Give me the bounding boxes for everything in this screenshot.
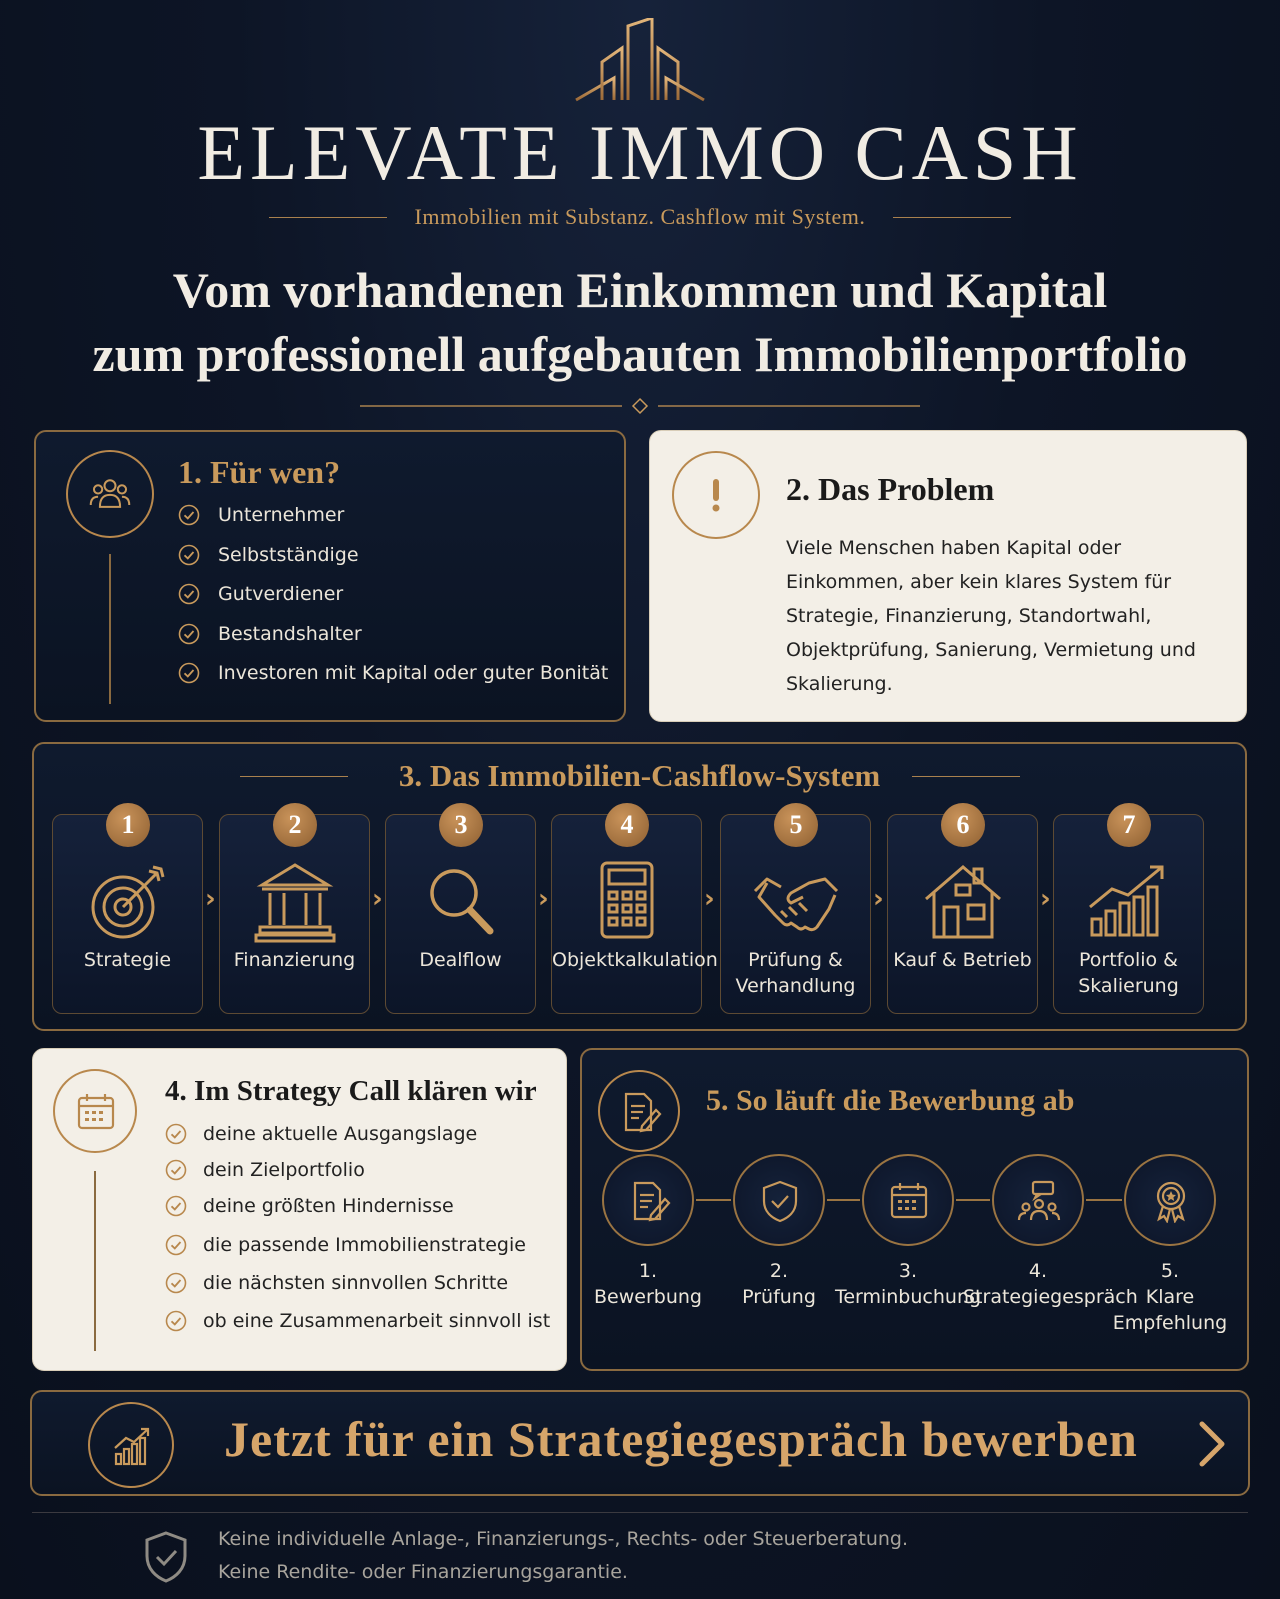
tagline: Immobilien mit Substanz. Cashflow mit System. xyxy=(414,204,866,229)
chevron-right-icon: › xyxy=(704,884,715,914)
process-step-number: 2. xyxy=(769,1260,789,1282)
process-connector xyxy=(956,1199,990,1201)
process-connector xyxy=(696,1199,731,1201)
target-group-item xyxy=(178,619,362,649)
step-label: Portfolio & Skalierung xyxy=(1078,949,1179,997)
target-group-item xyxy=(178,579,343,609)
strategy-call-item xyxy=(165,1268,508,1298)
target-group-label: Investoren mit Kapital oder guter Bonität xyxy=(218,662,609,684)
process-step-label xyxy=(573,1258,723,1310)
shield-check-icon xyxy=(733,1154,825,1246)
step-number-badge: 4 xyxy=(605,803,649,847)
growth-chart-icon xyxy=(88,1402,174,1488)
system-step-card xyxy=(219,810,370,1014)
process-step-name: Strategiegespräch xyxy=(963,1286,1138,1308)
check-circle-icon xyxy=(178,583,200,605)
section1-title: 1. Für wen? xyxy=(178,454,341,490)
step-label: Strategie xyxy=(83,949,172,971)
calendar-icon xyxy=(862,1154,954,1246)
people-chat-icon xyxy=(992,1154,1084,1246)
section-cashflow-system xyxy=(32,742,1247,1031)
process-step-number: 1. xyxy=(638,1260,658,1282)
target-group-item xyxy=(178,658,608,688)
check-circle-icon xyxy=(165,1195,187,1217)
system-step-card xyxy=(720,810,871,1014)
chevron-right-icon: › xyxy=(873,884,884,914)
section-strategy-call xyxy=(32,1048,567,1371)
process-step-name: Terminbuchung xyxy=(834,1286,982,1308)
section5-title: 5. So läuft die Bewerbung ab xyxy=(706,1084,1075,1117)
people-icon xyxy=(66,450,154,538)
chevron-right-icon: › xyxy=(538,884,549,914)
strategy-call-label: dein Zielportfolio xyxy=(203,1159,365,1181)
step-label: Dealflow xyxy=(419,949,502,971)
step-label: Kauf & Betrieb xyxy=(893,949,1032,971)
target-group-label: Unternehmer xyxy=(218,504,345,526)
target-group-label: Gutverdiener xyxy=(218,583,344,605)
apply-cta-button[interactable] xyxy=(30,1390,1250,1496)
check-circle-icon xyxy=(165,1272,187,1294)
check-circle-icon xyxy=(178,623,200,645)
check-circle-icon xyxy=(165,1123,187,1145)
disclaimer-line-1: Keine individuelle Anlage-, Finanzierungs-, Rechts- oder Steuerberatung. xyxy=(218,1528,909,1550)
step-number-badge: 7 xyxy=(1107,803,1151,847)
process-step-number: 5. xyxy=(1160,1260,1180,1282)
exclamation-icon xyxy=(672,451,760,539)
headline-line-1: Vom vorhandenen Einkommen und Kapital xyxy=(172,262,1108,318)
system-step-card xyxy=(551,810,718,1014)
step-number-badge: 5 xyxy=(774,803,818,847)
section2-title: 2. Das Problem xyxy=(786,471,995,507)
chevron-right-icon xyxy=(1192,1418,1232,1470)
step-number-badge: 1 xyxy=(106,803,150,847)
section4-rule xyxy=(94,1171,96,1351)
process-step-label xyxy=(1095,1258,1245,1336)
brand-name: ELEVATE IMMO CASH xyxy=(197,109,1083,196)
check-circle-icon xyxy=(165,1159,187,1181)
process-step-name: Klare Empfehlung xyxy=(1112,1286,1228,1334)
strategy-call-label: die passende Immobilienstrategie xyxy=(203,1234,526,1256)
building-logo-icon xyxy=(574,18,706,104)
system-step-card xyxy=(52,810,203,1014)
section3-title: 3. Das Immobilien-Cashflow-System xyxy=(398,758,881,793)
chevron-right-icon: › xyxy=(372,884,383,914)
check-circle-icon xyxy=(165,1234,187,1256)
shield-check-icon xyxy=(143,1530,189,1584)
strategy-call-item xyxy=(165,1155,365,1185)
system-step-card xyxy=(887,810,1038,1014)
strategy-call-label: ob eine Zusammenarbeit sinnvoll ist xyxy=(203,1310,551,1332)
house-icon xyxy=(918,857,1008,947)
strategy-call-item xyxy=(165,1119,477,1149)
step-label: Objektkalkulation xyxy=(552,949,718,971)
check-circle-icon xyxy=(165,1310,187,1332)
document-pen-icon xyxy=(598,1070,680,1152)
target-group-label: Bestandshalter xyxy=(218,623,362,645)
step-number-badge: 3 xyxy=(439,803,483,847)
problem-text: Viele Menschen haben Kapital oder Einkommen, aber kein klares System für Strategie, Finanzierung, Standortwahl, Objektprüfung, Sanierung, Vermietung und Skalierung. xyxy=(786,537,1196,695)
step-label: Finanzierung xyxy=(233,949,356,971)
chevron-right-icon: › xyxy=(1040,884,1051,914)
process-step-number: 4. xyxy=(1028,1260,1048,1282)
section-problem xyxy=(649,430,1247,722)
headline-line-2: zum professionell aufgebauten Immobilienportfolio xyxy=(92,326,1188,382)
handshake-icon xyxy=(751,857,841,947)
step-number-badge: 2 xyxy=(273,803,317,847)
process-step-name: Bewerbung xyxy=(594,1286,702,1308)
section1-rule xyxy=(109,554,111,704)
process-connector xyxy=(827,1199,860,1201)
footer-divider xyxy=(32,1512,1248,1513)
strategy-call-label: die nächsten sinnvollen Schritte xyxy=(203,1272,509,1294)
target-icon xyxy=(83,857,173,947)
strategy-call-item xyxy=(165,1230,526,1260)
section-application-process xyxy=(580,1048,1249,1371)
target-group-item xyxy=(178,500,344,530)
check-circle-icon xyxy=(178,662,200,684)
growth-chart-icon xyxy=(1084,857,1174,947)
strategy-call-item xyxy=(165,1191,454,1221)
process-connector xyxy=(1086,1199,1122,1201)
step-label: Prüfung & Verhandlung xyxy=(735,949,856,997)
award-icon xyxy=(1124,1154,1216,1246)
ornament-divider xyxy=(360,396,920,416)
calculator-icon xyxy=(582,857,672,947)
process-step-name: Prüfung xyxy=(742,1286,816,1308)
magnifier-icon xyxy=(416,857,506,947)
section-target-group xyxy=(34,430,626,722)
page-headline xyxy=(0,258,1280,386)
disclaimer-line-2: Keine Rendite- oder Finanzierungsgarantie. xyxy=(218,1561,628,1583)
process-step-label xyxy=(833,1258,983,1310)
calendar-icon xyxy=(53,1069,137,1153)
bank-icon xyxy=(250,857,340,947)
section4-title: 4. Im Strategy Call klären wir xyxy=(165,1075,537,1107)
process-step-label xyxy=(963,1258,1138,1310)
strategy-call-label: deine aktuelle Ausgangslage xyxy=(203,1123,478,1145)
target-group-label: Selbstständige xyxy=(218,544,359,566)
cta-label: Jetzt für ein Strategiegespräch bewerben xyxy=(224,1411,1138,1467)
target-group-item xyxy=(178,540,359,570)
strategy-call-item xyxy=(165,1306,550,1336)
process-step-number: 3. xyxy=(898,1260,918,1282)
check-circle-icon xyxy=(178,544,200,566)
system-step-card xyxy=(385,810,536,1014)
strategy-call-label: deine größten Hindernisse xyxy=(203,1195,454,1217)
document-pen-icon xyxy=(602,1154,694,1246)
step-number-badge: 6 xyxy=(941,803,985,847)
check-circle-icon xyxy=(178,504,200,526)
system-step-card xyxy=(1053,810,1204,1014)
process-step-label xyxy=(704,1258,854,1310)
chevron-right-icon: › xyxy=(205,884,216,914)
